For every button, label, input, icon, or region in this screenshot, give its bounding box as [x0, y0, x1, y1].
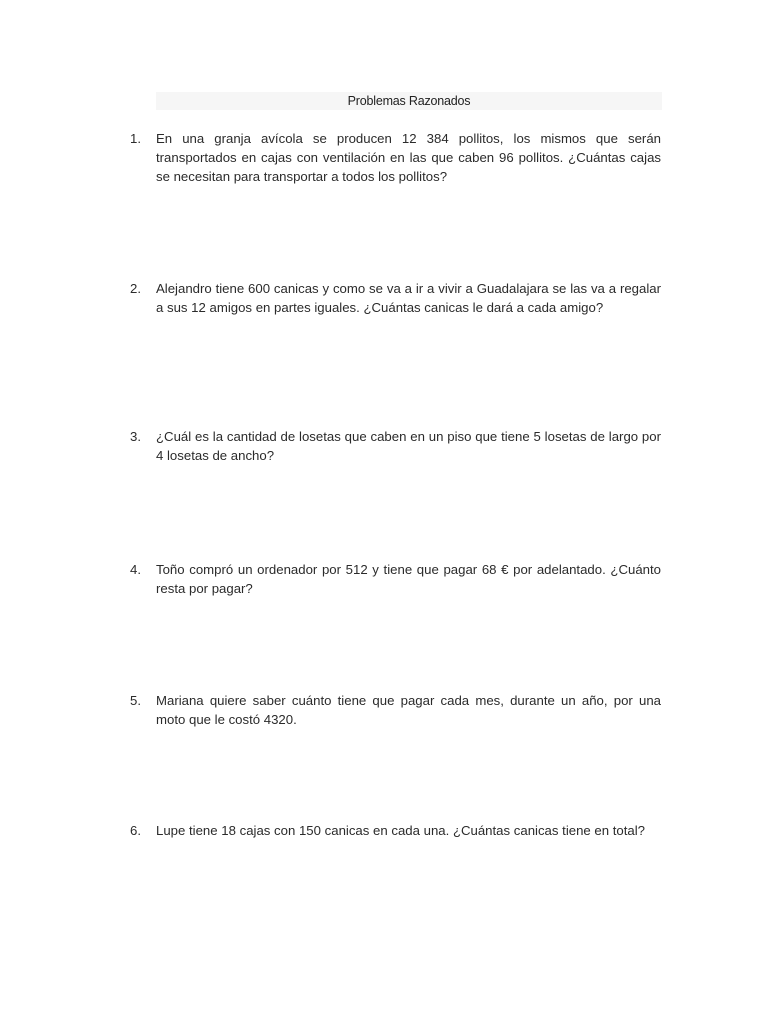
- problem-text: Alejandro tiene 600 canicas y como se va a ir a vivir a Guadalajara se las va a regalar a sus 12 amigos en partes iguales. ¿Cuántas canicas le dará a cada amigo?: [156, 281, 661, 315]
- problem-number: 2.: [130, 281, 141, 296]
- problem-item: [130, 279, 661, 317]
- problem-number: 4.: [130, 562, 141, 577]
- problem-item: [130, 427, 661, 465]
- problem-number: 3.: [130, 429, 141, 444]
- problem-text: En una granja avícola se producen 12 384 pollitos, los mismos que serán transportados en cajas con ventilación en las que caben 96 pollitos. ¿Cuántas cajas se necesitan para transportar a todos los pollitos?: [156, 131, 661, 184]
- problem-item: [130, 691, 661, 729]
- problem-text: ¿Cuál es la cantidad de losetas que caben en un piso que tiene 5 losetas de largo por 4 losetas de ancho?: [156, 429, 661, 463]
- page-title: Problemas Razonados: [347, 94, 471, 108]
- problem-text: Lupe tiene 18 cajas con 150 canicas en cada una. ¿Cuántas canicas tiene en total?: [156, 823, 646, 838]
- problem-item: [130, 560, 661, 598]
- problem-text: Mariana quiere saber cuánto tiene que pagar cada mes, durante un año, por una moto que le costó 4320.: [156, 693, 661, 727]
- problem-item: [130, 821, 661, 840]
- problem-number: 6.: [130, 823, 141, 838]
- problem-text: Toño compró un ordenador por 512 y tiene que pagar 68 € por adelantado. ¿Cuánto resta por pagar?: [156, 562, 661, 596]
- problem-item: [130, 129, 661, 186]
- problem-number: 5.: [130, 693, 141, 708]
- problem-number: 1.: [130, 131, 141, 146]
- title-bar: [156, 92, 662, 110]
